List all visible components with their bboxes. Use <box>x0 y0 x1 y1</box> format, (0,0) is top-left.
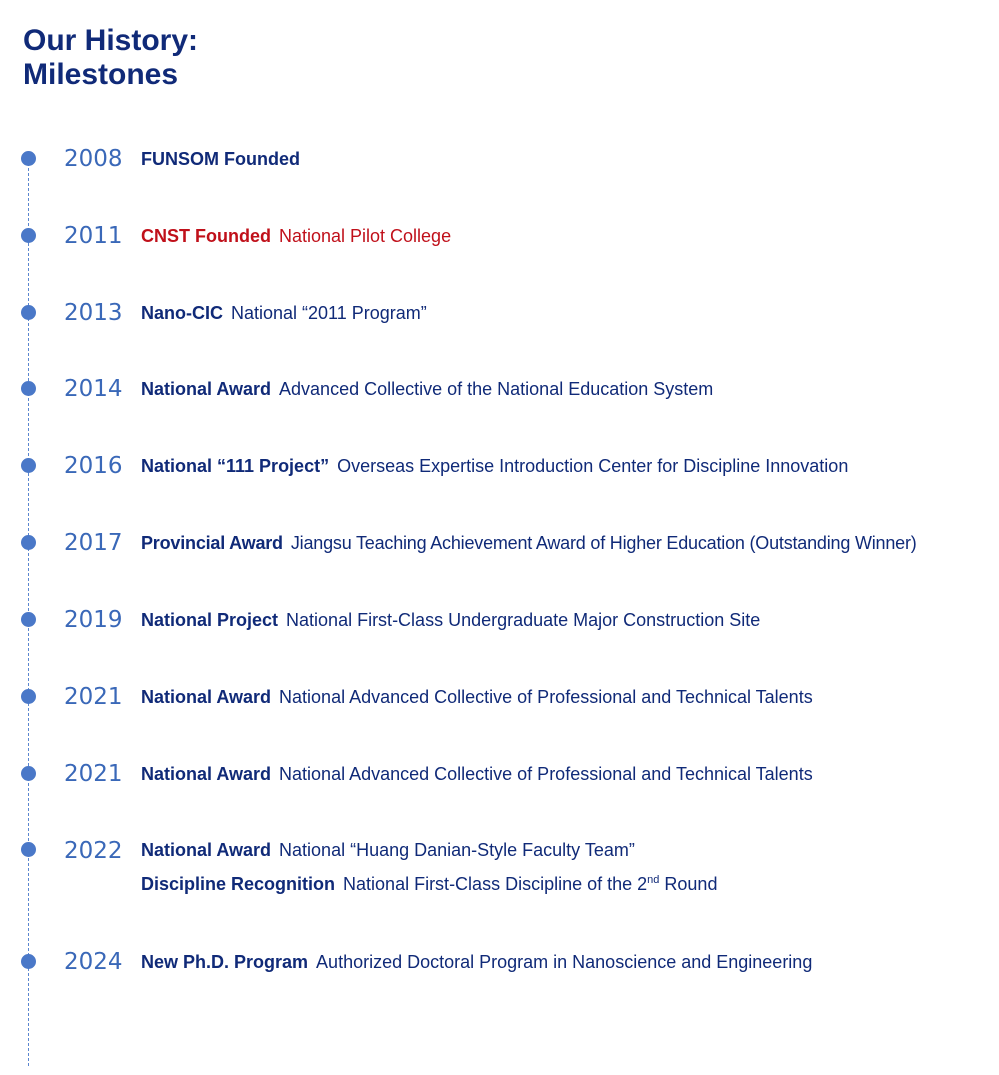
milestone-description: National “2011 Program” <box>231 303 427 323</box>
milestone-year: 2022 <box>64 838 123 864</box>
milestone-label: National Award <box>141 840 272 860</box>
milestone-label: New Ph.D. Program <box>141 952 309 972</box>
milestone-label: National Award <box>141 764 272 784</box>
milestone-label-second: Discipline Recognition <box>141 874 336 894</box>
milestone-description: National Pilot College <box>278 226 452 246</box>
timeline-dot-icon <box>21 842 36 857</box>
milestone-year: 2016 <box>64 453 123 479</box>
milestone-text <box>141 687 813 708</box>
timeline-dot-icon <box>21 535 36 550</box>
timeline-dot-icon <box>21 305 36 320</box>
milestone-description: National Advanced Collective of Professional and Technical Talents <box>279 764 813 784</box>
milestone-text <box>141 840 635 861</box>
milestone-description-second <box>343 874 717 894</box>
timeline-dot-icon <box>21 458 36 473</box>
milestone-text <box>141 303 427 324</box>
title-line-2: Milestones <box>23 58 179 91</box>
milestone-year: 2011 <box>64 223 123 249</box>
timeline-dot-icon <box>21 228 36 243</box>
timeline-dot-icon <box>21 612 36 627</box>
milestone-year: 2008 <box>64 146 123 172</box>
milestone-description: Jiangsu Teaching Achievement Award of Higher Education (Outstanding Winner) <box>290 533 917 553</box>
milestone-text <box>141 149 300 170</box>
milestone-description: Overseas Expertise Introduction Center for Discipline Innovation <box>337 456 849 476</box>
milestone-text <box>141 610 760 631</box>
milestone-year: 2024 <box>64 949 123 975</box>
milestone-description: Authorized Doctoral Program in Nanoscience and Engineering <box>316 952 813 972</box>
milestone-year: 2013 <box>64 300 123 326</box>
milestone-text <box>141 456 848 477</box>
milestone-label: National Award <box>141 379 272 399</box>
milestone-text <box>141 379 713 400</box>
desc-part: Round <box>659 874 718 894</box>
milestone-description: National “Huang Danian-Style Faculty Team” <box>279 840 635 860</box>
milestone-description: National Advanced Collective of Professional and Technical Talents <box>279 687 813 707</box>
timeline-dot-icon <box>21 151 36 166</box>
milestone-label: National “111 Project” <box>141 456 330 476</box>
milestone-description: Advanced Collective of the National Education System <box>279 379 714 399</box>
timeline-dot-icon <box>21 954 36 969</box>
milestone-description: National First-Class Undergraduate Major Construction Site <box>286 610 761 630</box>
desc-part: National First-Class Discipline of the 2 <box>343 874 648 894</box>
milestone-label: Nano-CIC <box>141 303 223 323</box>
milestone-label: CNST Founded <box>141 226 271 246</box>
milestone-label: Provincial Award <box>141 533 283 553</box>
milestone-text-second <box>141 874 717 895</box>
timeline-dot-icon <box>21 381 36 396</box>
timeline-dot-icon <box>21 689 36 704</box>
milestone-label: FUNSOM Founded <box>141 149 300 169</box>
milestone-year: 2019 <box>64 607 123 633</box>
title-line-1: Our History: <box>23 24 199 57</box>
milestone-year: 2017 <box>64 530 123 556</box>
milestone-year: 2021 <box>64 761 123 787</box>
milestone-label: National Award <box>141 687 272 707</box>
page-title <box>23 24 198 92</box>
milestone-text <box>141 533 917 554</box>
milestone-year: 2014 <box>64 376 123 402</box>
milestone-text <box>141 226 451 247</box>
ordinal-suffix: nd <box>647 874 660 886</box>
milestone-text <box>141 764 813 785</box>
milestone-label: National Project <box>141 610 279 630</box>
milestone-year: 2021 <box>64 684 123 710</box>
timeline-dot-icon <box>21 766 36 781</box>
milestone-text <box>141 952 812 973</box>
